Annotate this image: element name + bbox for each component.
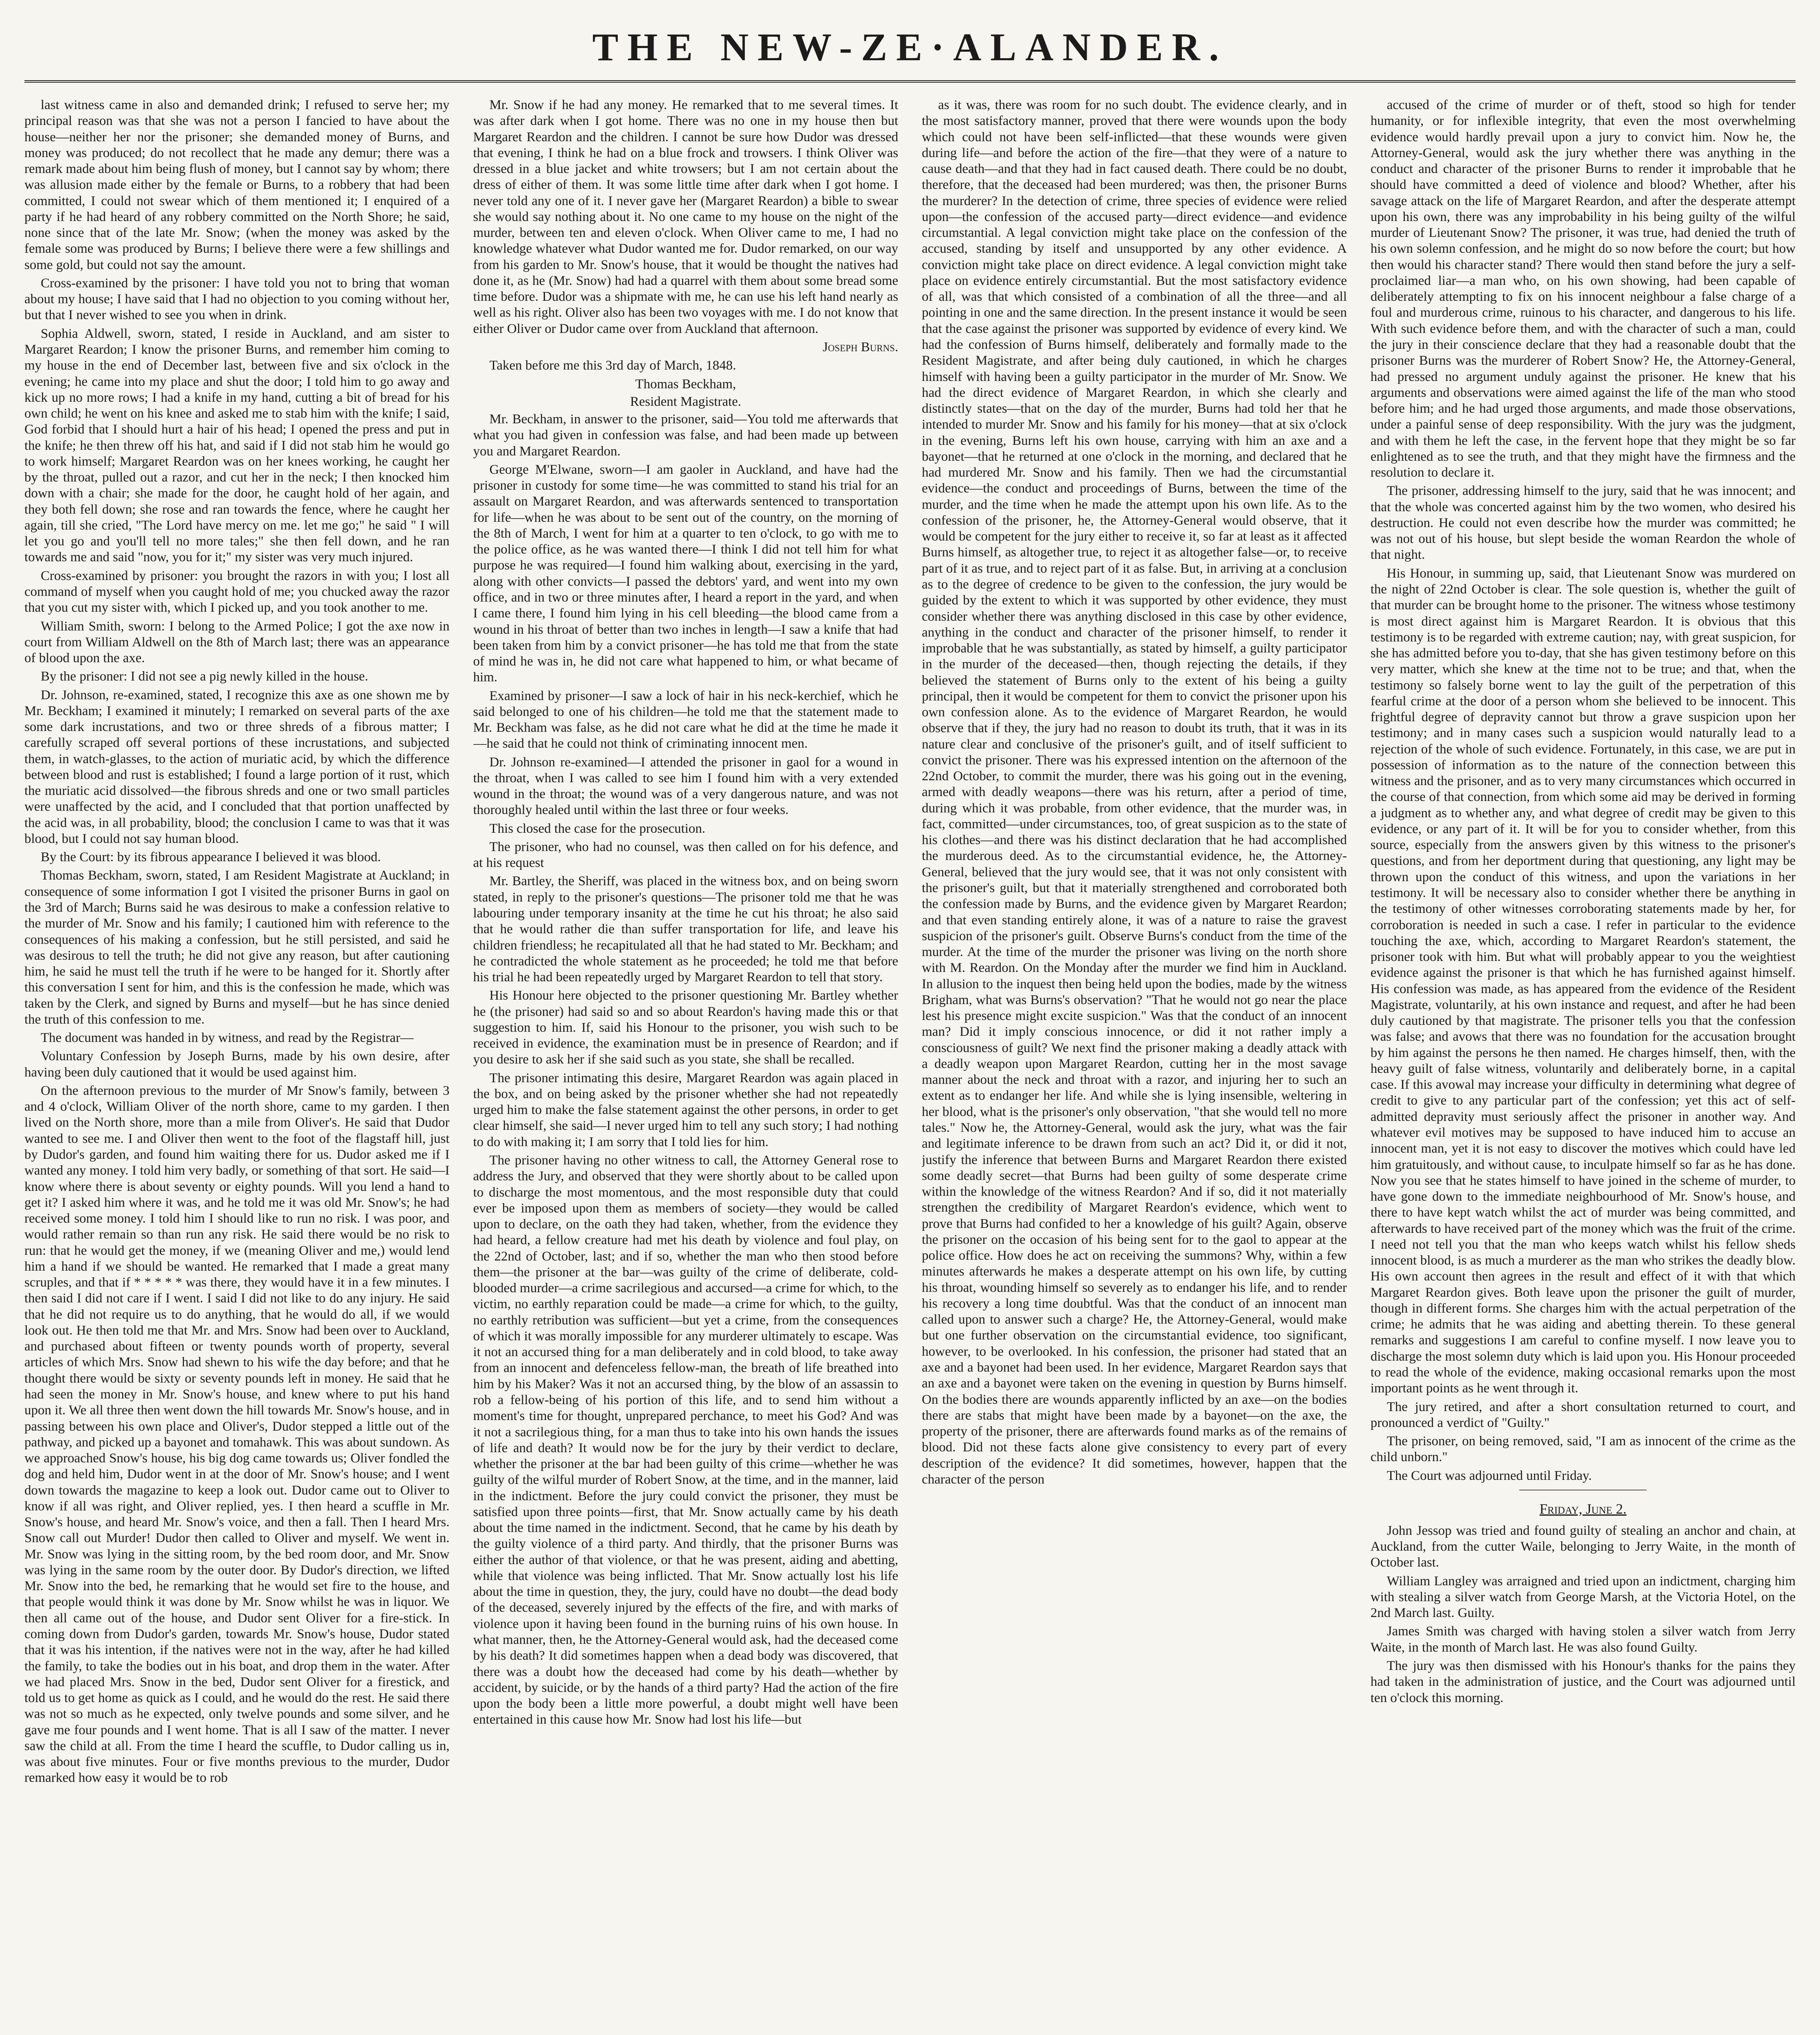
paragraph: Voluntary Confession by Joseph Burns, made by his own desire, after having been duly cautioned that it would be used against him. — [24, 1049, 450, 1080]
paragraph: William Smith, sworn: I belong to the Armed Police; I got the axe now in court from William Aldwell on the 8th of March last; there was an appearance of blood upon the axe. — [24, 619, 450, 666]
paragraph: His Honour, in summing up, said, that Lieutenant Snow was murdered on the night of 22nd October is clear. The sole question is, whether the guilt of that murder can be brought home to the prisoner. The witness whose testimony is most direct against him is Margaret Reardon. It is obvious that this testimony is to be regarded with extreme caution; nay, with great suspicion, for she has admitted before you to-day, that she has given testimony before on this very matter, which she knew at the time not to be true; and that, when the testimony so falsely borne went to lay the guilt of the perpetration of this fearful crime at the door of a person whom she believed to be innocent. This frightful degree of depravity cannot but throw a grave suspicion upon her testimony; and in many cases such a suspicion would naturally lead to a rejection of the whole of such evidence. Fortunately, in this case, we are put in possession of information as to the nature of the connection between this witness and the prisoner, and as to very many circumstances which occurred in the course of that connection, from which some aid may be derived in forming a judgment as to whether any, and what degree of credit may be given to this evidence, or any part of it. It will be for you to consider whether, from this source, especially from the answers given by this witness to the prisoner's questions, and from her deportment during that questioning, any light may be thrown upon the conduct of this witness, and upon the variations in her testimony. It will be necessary also to consider whether there be anything in the testimony of other witnesses corroborating statements made by her, for corroboration is needed in such a case. I refer in particular to the evidence touching the axe, which, according to Margaret Reardon's statement, the prisoner took with him. But what will probably appear to you the weightiest evidence against the prisoner is that which he has furnished against himself. His confession was made, as has appeared from the evidence of the Resident Magistrate, voluntarily, at his own instance and request, and after he had been duly cautioned by that magistrate. The prisoner tells you that the confession was false; and avows that there was no foundation for the accusation brought by him against the persons he then named. He charges himself, then, with the heavy guilt of false witness, voluntarily and deliberately borne, in a capital case. If this avowal may increase your difficulty in determining what degree of credit to give to any particular part of the confession; yet this act of self-admitted depravity must seriously affect the prisoner in another way. And whatever evil motives may be supposed to have induced him to accuse an innocent man, yet it is not easy to discover the motives which could have led him gratuitously, and without cause, to inculpate himself so far as he has done. Now you see that he states himself to have joined in the scheme of murder, to have gone down to the immediate neighbourhood of Mr. Snow's house, and there to have kept watch whilst the act of murder was being committed, and afterwards to have received part of the money which was the fruit of the crime. I need not tell you that the man who keeps watch whilst his fellow sheds innocent blood, is as much a murderer as the man who strikes the deadly blow. His own account then agrees in the result and effect of it with that which Margaret Reardon gives. Both leave upon the prisoner the guilt of murder, though in different forms. She charges him with the actual perpetration of the crime; he admits that he was aiding and abetting therein. To these general remarks and suggestions I am careful to confine myself. I now leave you to discharge the most solemn duty which is laid upon you. His Honour proceeded to read the whole of the evidence, making occasional remarks upon the most important points as he went through it. — [1370, 566, 1796, 1396]
paragraph: Examined by prisoner—I saw a lock of hair in his neck-kerchief, which he said belonged to one of his children—he told me that the statement made to Mr. Beckham was false, as he did not care what he did at the time he made it—he said that he could not think of criminating innocent men. — [473, 688, 898, 751]
column-1 — [24, 97, 450, 2035]
paragraph: Cross-examined by prisoner: you brought the razors in with you; I lost all command of myself when you caught hold of me; you chucked away the razor that you cut my sister with, which I picked up, and you took another to me. — [24, 568, 450, 615]
paragraph: The document was handed in by witness, and read by the Registrar— — [41, 1031, 414, 1046]
signature: Thomas Beckham, — [635, 376, 736, 392]
paragraph: Sophia Aldwell, sworn, stated, I reside in Auckland, and am sister to Margaret Reardon; I know the prisoner Burns, and remember him coming to my house in the end of December last, between five and six o'clock in the evening; he came into my place and shut the door; I told him to go away and kick up no more rows; I had a knife in my hand, cutting a bit of bread for his own child; he went on his knee and asked me to stab him with the knife; I said, God forbid that I should hurt a hair of his head; I opened the press and put in the knife; he then threw off his hat, and said if I did not stab him he would go to work himself; Margaret Reardon was on her knees working, he caught her by the throat, pulled out a razor, and cut her in the neck; I then knocked him down with a chair; she made for the door, he caught hold of her again, and they both fell down; she rose and ran towards the fence, where he caught her again, till she cried, "The Lord have mercy on me. let me go;" he said " I will let you go and you'll tell no more tales;" she then fell down, and he ran towards me and said "now, you for it;" my sister was very much injured. — [24, 326, 450, 565]
paragraph: On the afternoon previous to the murder of Mr Snow's family, between 3 and 4 o'clock, William Oliver of the north shore, came to my garden. I then lived on the North shore, more than a mile from Oliver's. He said that Dudor wanted to see me. I and Oliver then went to the foot of the flagstaff hill, just by Dudor's garden, and found him waiting there for us. Dudor asked me if I wanted any money. I told him very badly, or something of that sort. He said—I know where there is about seventy or eighty pounds. Will you lend a hand to get it? I asked him where it was, and he told me it was old Mr. Snow's; he had received some money. I told him I should like to run no risk. I was poor, and would rather remain so than run any risk. He said there would be no risk to run: that he would get the money, if we (meaning Oliver and me,) would lend him a hand if we should be wanted. He remarked that I made a great many scruples, and that if * * * * * was there, they would have it in a few minutes. I then said I did not care if I went. I said I did not like to do any injury. He said that he did not require us to do anything, that he would do all, if we would look out. He then told me that Mr. and Mrs. Snow had been over to Auckland, and purchased about fifteen or twenty pounds worth of property, several articles of which Mrs. Snow had shewn to his wife the day before; and that he thought there would be sixty or seventy pounds left in money. He said that he had seen the money in Mr. Snow's house, and knew where to put his hand upon it. We all three then went down the hill towards Mr. Snow's house, and in passing between his own place and Oliver's, Dudor stepped a little out of the pathway, and picked up a bayonet and tomahawk. This was about sundown. As we approached Snow's house, his big dog came towards us; Oliver fondled the dog and held him, Dudor went in at the door of Mr. Snow's house; and I went down towards the magazine to keep a look out. Dudor came out to Oliver to know if all was right, and Oliver replied, yes. I then heard a scuffle in Mr. Snow's house, and heard Mr. Snow's voice, and then a fall. Then I heard Mrs. Snow call out Murder! Dudor then called to Oliver and myself. We went in. Mr. Snow was lying in the sitting room, by the bed room door, and Mr. Snow was lying in the same room by the outer door. By Dudor's direction, we lifted Mr. Snow into the bed, he remarking that he would set fire to the house, and that people would think it was done by Mr. Snow whilst he was in liquor. We then all came out of the house, and Dudor sent Oliver for a fire-stick. In coming down from Dudor's garden, towards Mr. Snow's house, Dudor stated that it was his intention, if the natives were not in the way, after he had killed the family, to take the bodies out in his boat, and drop them in the water. After we had placed Mrs. Snow in the bed, Dudor sent Oliver for a firestick, and told us to get home as quick as I could, and he would do the rest. He said there was not so much as he expected, only twelve pounds and some silver, and he gave me four pounds and I went home. That is all I saw of the matter. I never saw the child at all. From the time I heard the scuffle, to Dudor calling us in, was about five minutes. Four or five months previous to the murder, Dudor remarked how easy it would be to rob — [24, 1083, 450, 1786]
paragraph: George M'Elwane, sworn—I am gaoler in Auckland, and have had the prisoner in custody for some time—he was committed to stand his trial for an assault on Margaret Reardon, and was afterwards sentenced to transportation for life—when he was about to be sent out of the country, on the morning of the 8th of March, I went for him at a quarter to ten o'clock, to go with me to the police office, as he was wanted there—I think I did not tell him for what purpose he was required—I found him walking about, exercising in the yard, along with other convicts—I passed the debtors' yard, and went into my own office, and in two or three minutes after, I heard a report in the yard, and when I came there, I found him lying in his cell bleeding—the blood came from a wound in his throat of better than two inches in length—I saw a knife that had been taken from him by a convict prisoner—he has told me that from the state of mind he was in, he did not care what happened to him, or what became of him. — [473, 462, 898, 685]
paragraph: Dr. Johnson, re-examined, stated, I recognize this axe as one shown me by Mr. Beckham; I examined it minutely; I remarked on several parts of the axe some dark incrustations, and two or three shreds of a fibrous matter; I carefully scraped off several portions of these incrustations, and subjected them, in watch-glasses, to the action of muriatic acid, by which the difference between blood and rust is established; I found a large portion of it rust, which the muriatic acid dissolved—the fibrous shreds and one or two small particles were unaffected by the acid, and I concluded that that portion unaffected by the acid was, in all probability, blood; the conclusion I came to was that it was blood, but I could not say human blood. — [24, 687, 450, 846]
paragraph: Dr. Johnson re-examined—I attended the prisoner in gaol for a wound in the throat, when I was called to see him I found him with a very extended wound in the throat; the wound was of a very dangerous nature, and was not thoroughly healed until within the last three or four weeks. — [473, 755, 898, 818]
paragraph: By the Court: by its fibrous appearance I believed it was blood. — [41, 850, 381, 865]
paragraph: The jury retired, and after a short consultation returned to court, and pronounced a verdict of "Guilty." — [1370, 1399, 1796, 1430]
section-heading: Friday, June 2. — [1539, 1501, 1627, 1517]
paragraph: The prisoner intimating this desire, Margaret Reardon was again placed in the box, and on being asked by the prisoner whether she had not repeatedly urged him to make the false statement against the other persons, in order to get clear himself, she said—I never urged him to tell any such story; I had nothing to do with making it; I am sorry that I told lies for him. — [473, 1070, 898, 1149]
column-3 — [922, 97, 1347, 2035]
paragraph: The Court was adjourned until Friday. — [1387, 1468, 1592, 1483]
paragraph: last witness came in also and demanded drink; I refused to serve her; my principal reason was that she was not a person I fancied to have about the house—neither her nor the prisoner; she demanded money of Burns, and money was produced; do not recollect that he made any demur; there was a remark made about him being flush of money, but I cannot say by whom; there was allusion made either by the female or Burns, to a robbery that had been committed, I could not swear which of them mentioned it; I enquired of a party if he had heard of any robbery committed on the North Shore; he said, none since that of the late Mr. Snow; (when the money was asked by the female some was produced by Burns; I believe there were a few shillings and some gold, but could not say the amount. — [24, 98, 450, 272]
paragraph: The prisoner, on being removed, said, "I am as innocent of the crime as the child unborn." — [1370, 1434, 1796, 1465]
paragraph: The prisoner, who had no counsel, was then called on for his defence, and at his request — [473, 839, 898, 871]
paragraph: The prisoner, addressing himself to the jury, said that he was innocent; and that the whole was concerted against him by the two women, who desired his destruction. He could not even describe how the murder was committed; he was not out of his house, but slept beside the woman Reardon the whole of that night. — [1370, 484, 1796, 562]
paragraph: His Honour here objected to the prisoner questioning Mr. Bartley whether he (the prisoner) had said so and so about Reardon's having made this or that suggestion to him. If, said his Honour to the prisoner, you wish such to be received in evidence, the examination must be in presence of Reardon; and if you desire to ask her if she said such as you state, she shall be recalled. — [473, 988, 898, 1067]
signature: Joseph Burns. — [822, 339, 898, 354]
paragraph: William Langley was arraigned and tried upon an indictment, charging him with stealing a silver watch from George Marsh, at the Victoria Hotel, on the 2nd March last. Guilty. — [1370, 1573, 1796, 1621]
paragraph: Taken before me this 3rd day of March, 1848. — [489, 358, 736, 373]
paragraph: The prisoner having no other witness to call, the Attorney General rose to address the Jury, and observed that they were shortly about to be called upon to discharge the most momentous, and the most responsible duty that could ever be imposed upon them as members of society—they would be called upon to declare, on the oath they had taken, whether, from the evidence they had heard, a fellow creature had met his death by violence and foul play, on the 22nd of October, last; and if so, whether the man who then stood before them—the prisoner at the bar—was guilty of the crime of deliberate, cold-blooded murder—a crime sacrilegious and accursed—a crime for which, to the victim, no earthly reparation could be made—a crime for which, to the guilty, no earthly retribution was sufficient—but yet a crime, from the consequences of which it was morally impossible for any murderer ultimately to escape. Was it not an accursed thing for a man deliberately and in cold blood, to take away from an innocent and defenceless fellow-man, the breath of life breathed into him by his Maker? Was it not an accursed thing, by the blow of an assassin to rob a fellow-being of his portion of this life, and to send him without a moment's time for thought, unprepared perchance, to meet his God? And was it not a sacrilegious thing, for a man thus to take into his own hands the issues of life and death? It would now be for the jury by their verdict to declare, whether the prisoner at the bar had been guilty of this crime—whether he was guilty of the wilful murder of Robert Snow, at the time, and in the manner, laid in the indictment. Before the jury could convict the prisoner, they must be satisfied upon three points—first, that Mr. Snow actually came by his death about the time named in the indictment. Second, that he came by his death by the guilty violence of a third party. And thirdly, that the prisoner Burns was either the author of that violence, or that he was present, aiding and abetting, while that violence was being inflicted. That Mr. Snow actually lost his life about the time in question, they, the jury, could have no doubt—the dead body of the deceased, severely injured by the effects of the fire, and with marks of violence upon it having been found in the burning ruins of his own house. In what manner, then, he the Attorney-General would ask, had the deceased come by his death? It did sometimes happen when a dead body was discovered, that there was a doubt how the deceased had come by his death—whether by accident, by suicide, or by the hands of a third party? Had the action of the fire upon the body been a little more powerful, a doubt might well have been entertained in this cause how Mr. Snow had lost his life—but — [473, 1153, 898, 1727]
column-2 — [473, 97, 899, 2035]
paragraph: John Jessop was tried and found guilty of stealing an anchor and chain, at Auckland, from the cutter Waile, belonging to Jerry Waite, in the month of October last. — [1370, 1523, 1796, 1570]
paragraph: James Smith was charged with having stolen a silver watch from Jerry Waite, in the month of March last. He was also found Guilty. — [1370, 1624, 1796, 1655]
column-4 — [1371, 97, 1796, 2035]
paragraph: Mr. Beckham, in answer to the prisoner, said—You told me afterwards that what you had given in confession was false, and had been made up between you and Margaret Reardon. — [473, 412, 898, 459]
masthead: THE NEW-ZE·ALANDER. — [24, 16, 1796, 83]
paragraph: By the prisoner: I did not see a pig newly killed in the house. — [41, 669, 368, 684]
paragraph: as it was, there was room for no such doubt. The evidence clearly, and in the most satisfactory manner, proved that there were wounds upon the body which could not have been self-inflicted—that these wounds were given during life—and before the action of the fire—that they were of a nature to cause death—and that they had in fact caused death. There could be no doubt, therefore, that the deceased had been murdered; was then, the prisoner Burns the murderer? In the detection of crime, three species of evidence were relied upon—the confession of the accused party—direct evidence—and evidence circumstantial. A legal conviction might take place on the confession of the accused, standing by itself and unsupported by any other evidence. A conviction might take place on direct evidence. A legal conviction might take place on evidence entirely circumstantial. But the most satisfactory evidence of all, was that which consisted of a combination of all the three—and all pointing in one and the same direction. In the present instance it would be seen that the case against the prisoner was supported by evidence of every kind. We had the confession of Burns himself, deliberately and formally made to the Resident Magistrate, and after being duly cautioned, in which he charges himself with having been a guilty participator in the murder of Mr. Snow. We had the direct evidence of Margaret Reardon, in which she clearly and distinctly states—that on the day of the murder, Burns had told her that he intended to murder Mr. Snow and his family for his money—that at six o'clock in the evening, Burns left his own house, carrying with him an axe and a bayonet—that he returned at one o'clock in the morning, and declared that he had murdered Mr. Snow and his family. Then we had the circumstantial evidence—the conduct and proceedings of Burns, between the time of the murder, and the time when he made the attempt upon his own life. As to the confession of the prisoner, he, the Attorney-General would observe, that it would be competent for the jury either to receive it, so far at least as it affected Burns himself, as altogether true, to reject it as altogether false—or, to receive part of it as true, and to reject part of it as false. But, in arriving at a conclusion as to the degree of credence to be given to the confession, the jury would be guided by the extent to which it was supported by other evidence, they must consider whether there was anything disclosed in this case by other evidence, anything in the conduct and character of the prisoner himself, to render it improbable that he was substantially, as stated by himself, a guilty participator in the murder of the deceased—then, though rejecting the details, if they believed the statement of Burns only to the extent of his being a guilty principal, then it would be competent for them to convict the prisoner upon his own confession alone. As to the evidence of Margaret Reardon, he would observe that if they, the jury had no reason to doubt its truth, that it was in its nature clear and conclusive of the prisoner's guilt, and of itself sufficient to convict the prisoner. There was his expressed intention on the afternoon of the 22nd October, to commit the murder, there was his going out in the evening, armed with deadly weapons—there was his return, after a period of time, during which it was probable, from other evidence, that the murder was, in fact, committed—under circumstances, too, of great suspicion as to the state of his clothes—and there was his distinct declaration that he had accomplished the murderous deed. As to the circumstantial evidence, he, the Attorney-General, believed that the jury would see, that it was not only consistent with the prisoner's guilt, but that it materially strengthened and corroborated both the confession made by Burns, and the evidence given by Margaret Reardon; and that even standing entirely alone, it was of a nature to raise the gravest suspicion of the prisoner's guilt. Observe Burns's conduct from the time of the murder. At the time of the murder the prisoner was living on the north shore with M. Reardon. On the Monday after the murder we find him in Auckland. In allusion to the inquest then being held upon the bodies, made by the witness Brigham, what was Burns's observation? "That he would not go near the place lest his presence might excite suspicion." Was that the conduct of an innocent man? Did it imply conscious innocence, or did it not rather imply a consciousness of guilt? We next find the prisoner making a deadly attack with a deadly weapon upon Margaret Reardon, cutting her in the most savage manner about the neck and throat with a razor, and injuring her to such an extent as to endanger her life. And while she is lying insensible, weltering in her blood, what is the prisoner's only observation, "that she would tell no more tales." Now he, the Attorney-General, would ask the jury, what was the fair and legitimate inference to be drawn from such an act? Did it, or did it not, justify the inference that between Burns and Margaret Reardon there existed some deadly secret—that Burns had been guilty of some desperate crime within the knowledge of the witness Reardon? And if so, did it not materially strengthen the credibility of Margaret Reardon's evidence, which went to prove that Burns had confided to her a knowledge of his guilt? Again, observe the prisoner on the occasion of his being sent for to the gaol to appear at the police office. How does he act on receiving the summons? Why, within a few minutes afterwards he makes a desperate attempt on his own life, by cutting his throat, wounding himself so severely as to endanger his life, and to render his recovery a long time doubtful. Was that the conduct of an innocent man called upon to answer such a charge? He, the Attorney-General, would make but one further observation on the circumstantial evidence, too significant, however, to be overlooked. In his confession, the prisoner had stated that an axe and a bayonet had been used. In her evidence, Margaret Reardon says that an axe and a bayonet were taken on the evening in question by Burns himself. On the bodies there are wounds apparently inflicted by an axe—on the bodies there are stabs that might have been made by a bayonet—on the axe, the property of the prisoner, there are afterwards found marks as of the remains of blood. Did not these facts alone give consistency to every part of every description of the evidence? It did sometimes, however, happen that the character of the person — [922, 98, 1347, 1487]
paragraph: Mr. Bartley, the Sheriff, was placed in the witness box, and on being sworn stated, in reply to the prisoner's questions—The prisoner told me that he was labouring under temporary insanity at the time he cut his throat; he also said that he would rather die than suffer transportation for life, and leave his children friendless; he recapitulated all that he had stated to Mr. Beckham; and he contradicted the whole statement as he proceeded; he told me that before his trial he had been repeatedly urged by Margaret Reardon to tell that story. — [473, 874, 898, 985]
paragraph: Thomas Beckham, sworn, stated, I am Resident Magistrate at Auckland; in consequence of some information I got I visited the prisoner Burns in gaol on the 3rd of March; Burns said he was desirous to make a confession relative to the murder of Mr. Snow and his family; I cautioned him with reference to the consequences of his making a confession, but he still persisted, and said he was desirous to tell the truth; he did not give any reason, but after cautioning him, he said he must tell the truth if he were to be hanged for it. Shortly after this conversation I sent for him, and this is the confession he made, which was taken by the Clerk, and signed by Burns and myself—but he has since denied the truth of this confession to me. — [24, 868, 450, 1027]
paragraph: accused of the crime of murder or of theft, stood so high for tender humanity, or for inflexible integrity, that even the most overwhelming evidence would hardly prevail upon a jury to convict him. Now he, the Attorney-General, would ask the jury whether there was anything in the conduct and character of the prisoner Burns to render it improbable that he should have committed a deed of violence and blood? Whether, after his savage attack on the life of Margaret Reardon, and after the desperate attempt upon his own, there was any improbability in his being guilty of the wilful murder of Lieutenant Snow? The prisoner, it was true, had denied the truth of his own solemn confession, and he might do so now before the court; but how then would his character stand? There would then stand before the jury a self-proclaimed liar—a man who, on his own showing, had been capable of deliberately attempting to fix on his innocent neighbour a false charge of a foul and murderous crime, ruinous to his character, and dangerous to his life. With such evidence before them, and with the character of such a man, could the jury in their conscience declare that they had a reasonable doubt that the prisoner Burns was the murderer of Robert Snow? He, the Attorney-General, had pressed no argument unduly against the prisoner. He knew that his arguments and observations were aimed against the life of the man who stood before him; and he had urged those arguments, and made those observations, under a painful sense of deep responsibility. With the jury was the judgment, and with them he left the case, in the fervent hope that they might be so far enlightened as to see the truth, and that they might have the firmness and the resolution to declare it. — [1370, 98, 1796, 480]
paragraph: Cross-examined by the prisoner: I have told you not to bring that woman about my house; I have said that I had no objection to you coming without her, but that I never wished to see you when in drink. — [24, 276, 450, 323]
paragraph: This closed the case for the prosecution. — [489, 821, 706, 836]
paragraph: Mr. Snow if he had any money. He remarked that to me several times. It was after dark when I got home. There was no one in my house then but Margaret Reardon and the children. I cannot be sure how Dudor was dressed that evening, I think he had on a blue frock and trowsers. I think Oliver was dressed in a blue jacket and white trowsers; but I am not certain about the dress of either of them. It was some little time after dark when I got home. I never told any one of it. I never gave her (Margaret Reardon) a bible to swear she would say nothing about it. No one came to my house on the night of the murder, between ten and eleven o'clock. When Oliver came to me, I had no knowledge whatever what Dudor wanted me for. Dudor remarked, on our way from his garden to Mr. Snow's house, that it would be thought the natives had done it, as he (Mr. Snow) had had a quarrel with them about some bread some time before. Dudor was a shipmate with me, he can use his left hand nearly as well as his right. Oliver also has been two voyages with me. I do not know that either Oliver or Dudor came over from Auckland that afternoon. — [473, 98, 898, 336]
paragraph: The jury was then dismissed with his Honour's thanks for the pains they had taken in the administration of justice, and the Court was adjourned until ten o'clock this morning. — [1370, 1658, 1796, 1705]
signature-title: Resident Magistrate. — [630, 394, 742, 409]
article-columns — [24, 97, 1796, 2035]
